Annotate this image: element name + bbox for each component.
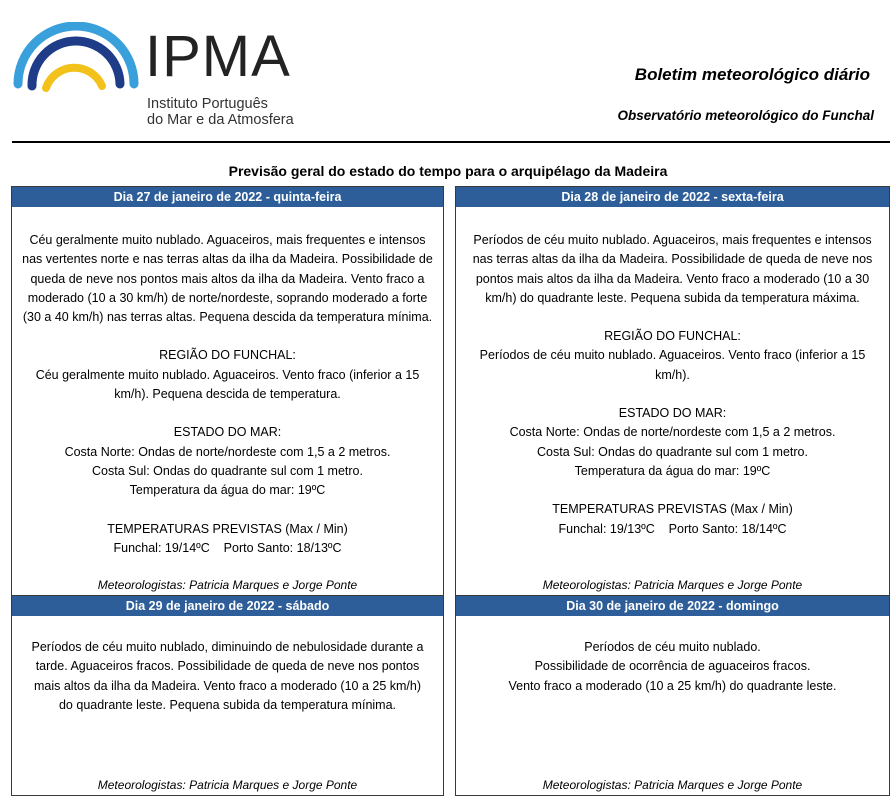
sea-north: Costa Norte: Ondas de norte/nordeste com 1,5 a 2 metros. bbox=[509, 425, 836, 440]
bulletin-title: Boletim meteorológico diário bbox=[634, 65, 870, 84]
forecast-line-3: Vento fraco a moderado (10 a 25 km/h) do quadrante leste. bbox=[508, 678, 837, 693]
day-header: Dia 28 de janeiro de 2022 - sexta-feira bbox=[456, 187, 889, 207]
temps-values: Funchal: 19/13ºC Porto Santo: 18/14ºC bbox=[558, 521, 787, 536]
forecast-line-2: Possibilidade de ocorrência de aguaceiros fracos. bbox=[534, 659, 811, 674]
general-forecast: Céu geralmente muito nublado. Aguaceiros, mais frequentes e intensos nas vertentes norte e nas terras altas da ilha da Madeira. Possibilidade de queda de neve nos pontos mais altos da ilha da Madeira. Vento fraco a moderado (10 a 30 km/h) de norte/nordeste, soprando moderado a forte (30 a 40 km/h) nas terras altas. Pequena descida da temperatura mínima. bbox=[22, 233, 433, 325]
meteorologists: Meteorologistas: Patricia Marques e Jorge Ponte bbox=[542, 578, 803, 592]
day-header: Dia 29 de janeiro de 2022 - sábado bbox=[12, 596, 443, 616]
sea-south: Costa Sul: Ondas do quadrante sul com 1 metro. bbox=[92, 463, 363, 478]
funchal-forecast: Períodos de céu muito nublado. Aguaceiros. Vento fraco (inferior a 15 km/h). bbox=[479, 348, 866, 382]
day-panel-1 bbox=[11, 186, 444, 596]
day-panel-3 bbox=[11, 595, 444, 796]
forecast-title: Previsão geral do estado do tempo para o arquipélago da Madeira bbox=[228, 163, 668, 179]
day-panel-4 bbox=[455, 595, 890, 796]
general-forecast: Períodos de céu muito nublado. Aguaceiros, mais frequentes e intensos nas terras altas da ilha da Madeira. Possibilidade de queda de neve nos pontos mais altos da ilha da Madeira. Vento fraco a moderado (10 a 30 km/h) do quadrante leste. Pequena subida da temperatura máxima. bbox=[472, 233, 873, 305]
temps-title: TEMPERATURAS PREVISTAS (Max / Min) bbox=[552, 502, 793, 517]
meteorologists: Meteorologistas: Patricia Marques e Jorge Ponte bbox=[97, 778, 358, 792]
funchal-forecast: Céu geralmente muito nublado. Aguaceiros. Vento fraco (inferior a 15 km/h). Pequena descida de temperatura. bbox=[35, 367, 420, 402]
sea-south: Costa Sul: Ondas do quadrante sul com 1 metro. bbox=[537, 444, 808, 459]
meteorologists: Meteorologistas: Patricia Marques e Jorge Ponte bbox=[97, 578, 358, 592]
station-name: Observatório meteorológico do Funchal bbox=[617, 108, 874, 123]
ipma-arc-icon bbox=[10, 22, 145, 102]
day-forecast-body bbox=[464, 638, 881, 696]
day-forecast-body bbox=[30, 638, 425, 715]
temps-title: TEMPERATURAS PREVISTAS (Max / Min) bbox=[107, 521, 348, 536]
sea-temperature: Temperatura da água do mar: 19ºC bbox=[129, 483, 326, 498]
ipma-subtitle-line1: Instituto Português bbox=[147, 96, 268, 112]
temps-values: Funchal: 19/14ºC Porto Santo: 18/13ºC bbox=[113, 540, 342, 555]
ipma-subtitle bbox=[147, 96, 294, 128]
day-forecast-body bbox=[470, 231, 875, 539]
general-forecast: Períodos de céu muito nublado, diminuindo de nebulosidade durante a tarde. Aguaceiros fracos. Possibilidade de queda de neve nos pontos mais altos da ilha da Madeira. Vento fraco a moderado (10 a 25 km/h) do quadrante leste. Pequena subida da temperatura mínima. bbox=[31, 640, 424, 712]
day-forecast-body bbox=[20, 231, 435, 558]
funchal-title: REGIÃO DO FUNCHAL: bbox=[604, 329, 741, 344]
ipma-logo bbox=[10, 22, 310, 132]
day-header: Dia 30 de janeiro de 2022 - domingo bbox=[456, 596, 889, 616]
funchal-title: REGIÃO DO FUNCHAL: bbox=[159, 348, 296, 363]
ipma-wordmark: IPMA bbox=[145, 24, 291, 89]
sea-title: ESTADO DO MAR: bbox=[618, 406, 727, 421]
day-panel-2 bbox=[455, 186, 890, 596]
day-header: Dia 27 de janeiro de 2022 - quinta-feira bbox=[12, 187, 443, 207]
ipma-subtitle-line2: do Mar e da Atmosfera bbox=[147, 112, 294, 128]
meteorologists: Meteorologistas: Patricia Marques e Jorge Ponte bbox=[542, 778, 803, 792]
forecast-line-1: Períodos de céu muito nublado. bbox=[584, 640, 761, 654]
sea-north: Costa Norte: Ondas de norte/nordeste com 1,5 a 2 metros. bbox=[64, 444, 391, 459]
header-divider bbox=[12, 141, 890, 143]
sea-temperature: Temperatura da água do mar: 19ºC bbox=[574, 463, 771, 478]
sea-title: ESTADO DO MAR: bbox=[173, 425, 282, 440]
